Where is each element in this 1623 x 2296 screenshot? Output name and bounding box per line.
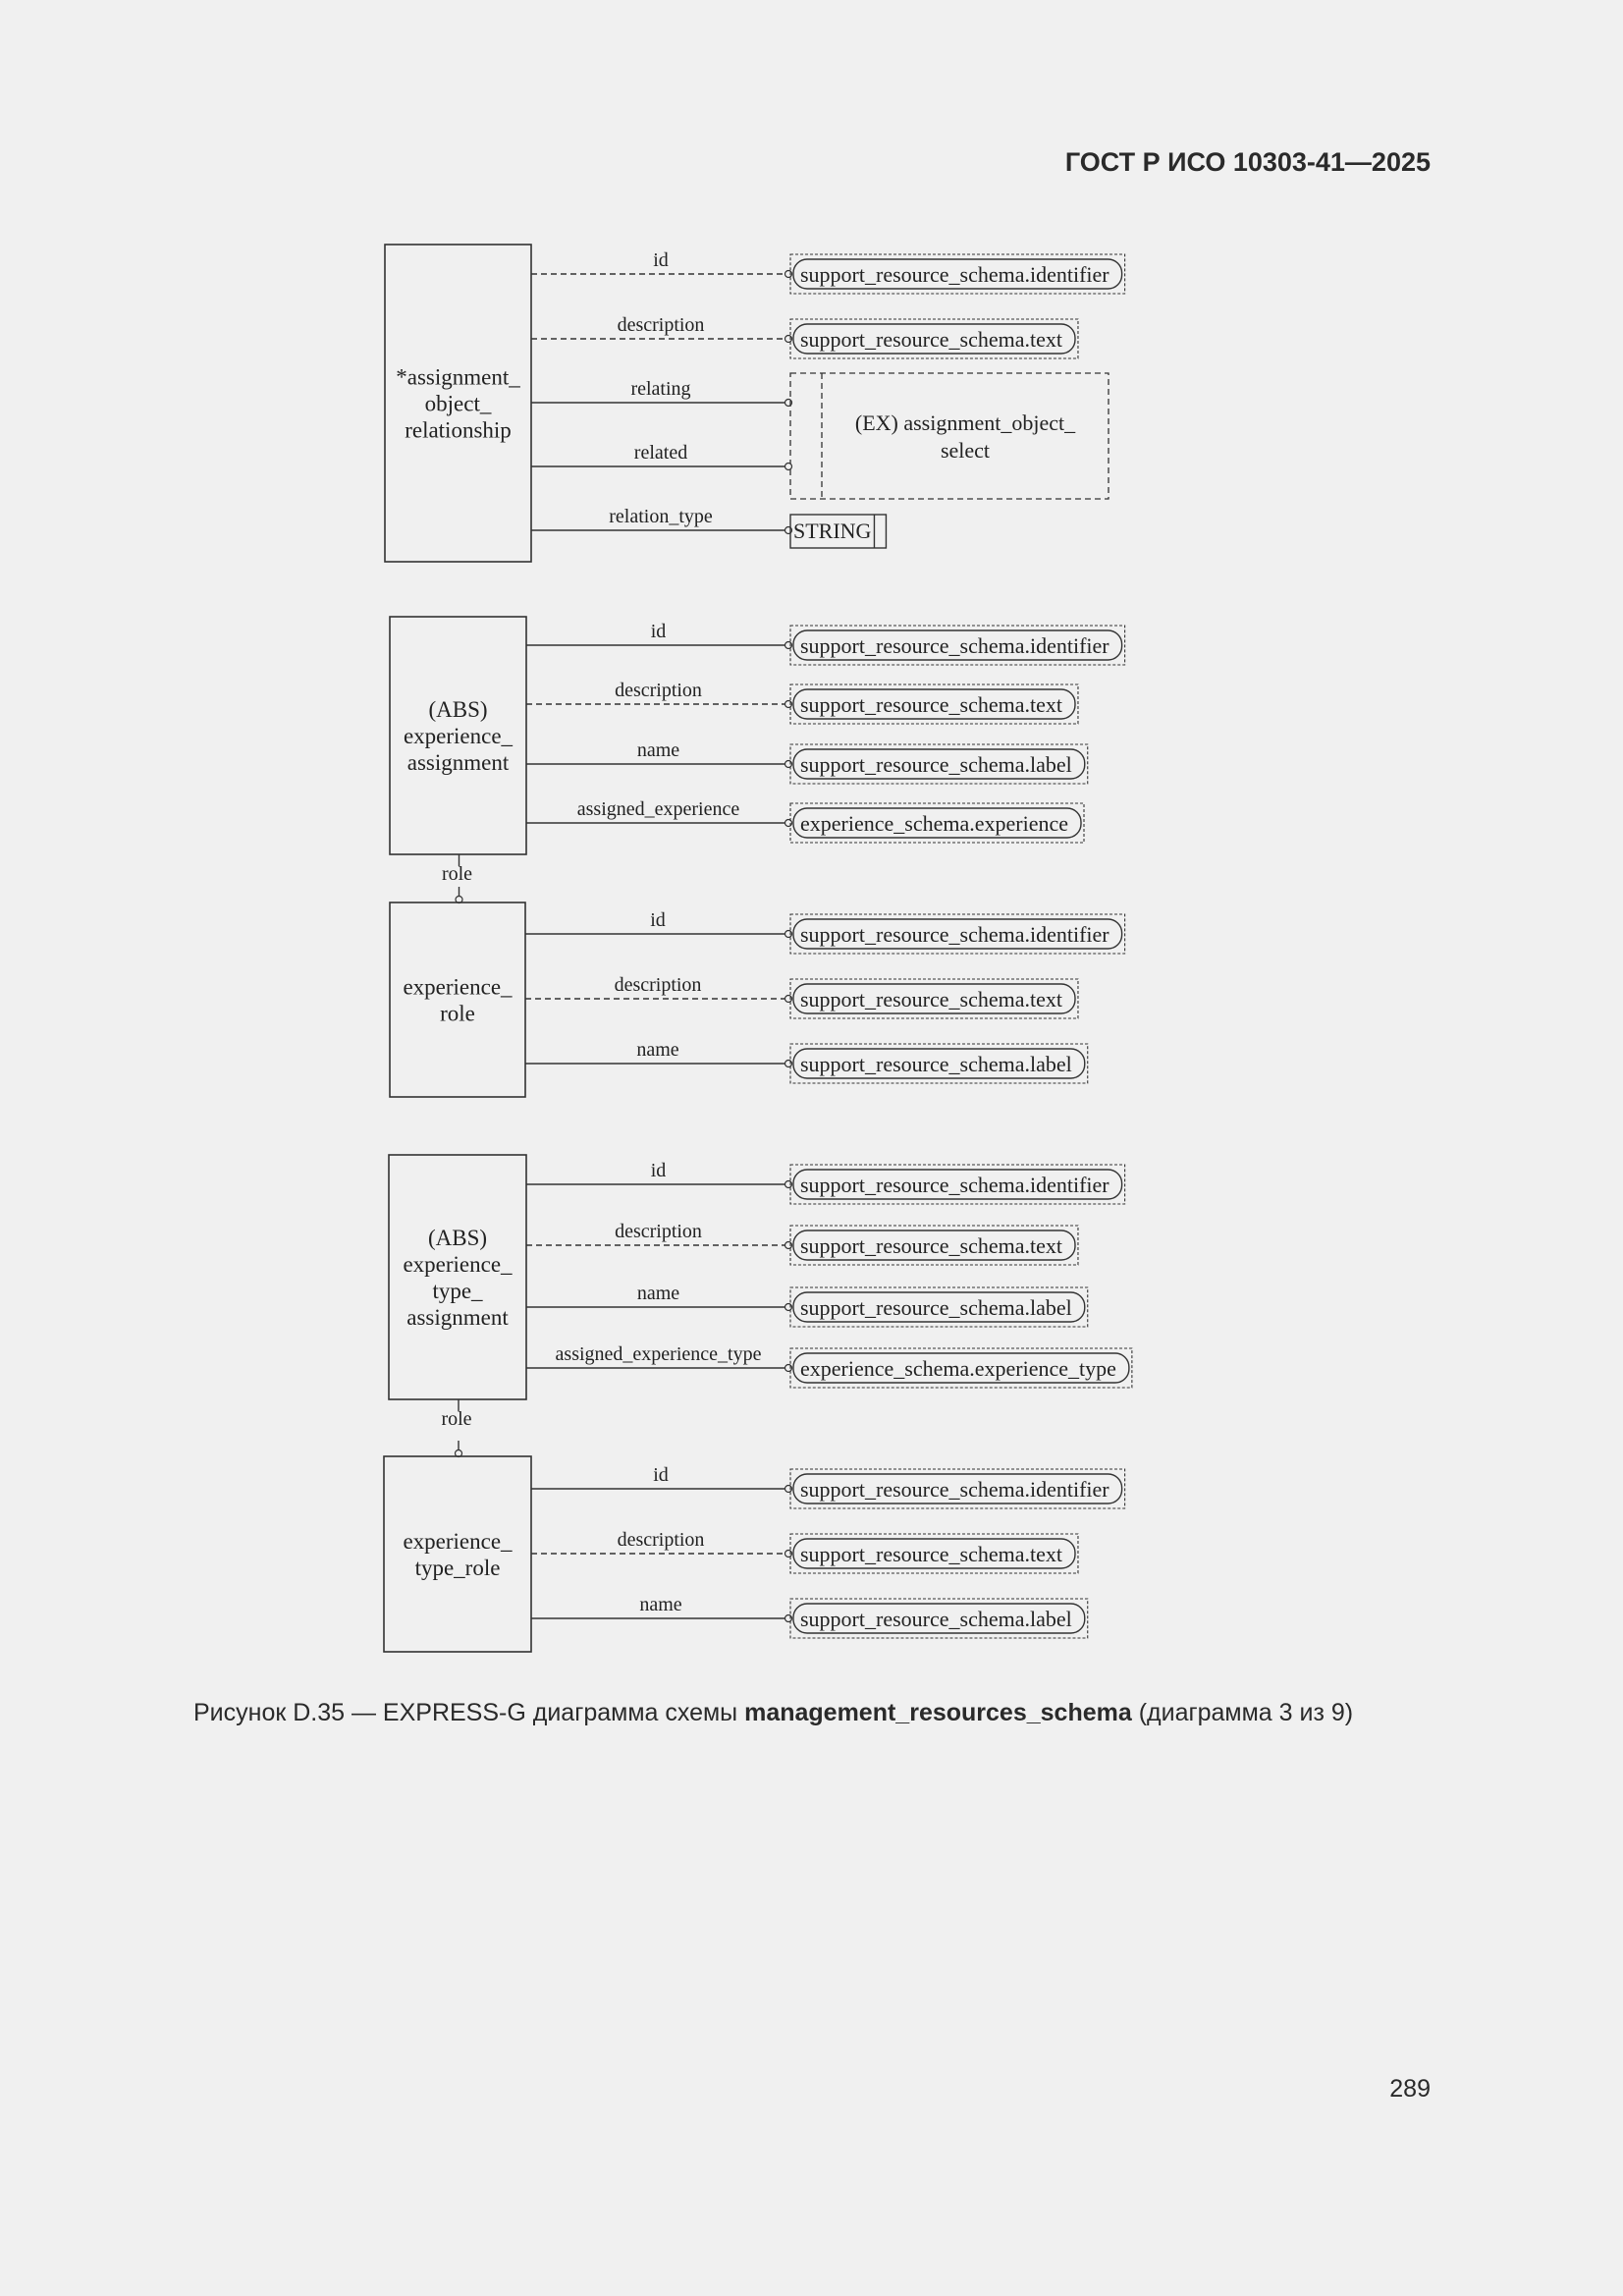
type-reference-name: support_resource_schema.text [800,987,1062,1011]
entity-group [390,902,1125,1097]
type-reference-name: support_resource_schema.text [800,1542,1062,1566]
entity-name-line: experience_ [403,1252,513,1277]
type-reference-name: support_resource_schema.label [800,1607,1072,1631]
type-reference-name: support_resource_schema.label [800,1295,1072,1320]
attribute-label: id [650,1160,667,1181]
entity-name-line: type_ [432,1279,483,1303]
type-reference-name: support_resource_schema.identifier [800,262,1109,287]
entity-name-line: role [440,1001,475,1026]
attribute-label: assigned_experience_type [555,1343,762,1365]
entity-name-line: (ABS) [428,697,488,722]
attribute-label: relating [630,378,691,400]
figure-caption [193,1699,1353,1727]
page-number: 289 [1389,2075,1431,2103]
entity-name-line: relationship [405,417,512,443]
select-type-name: select [940,438,991,463]
caption-prefix: Рисунок D.35 — EXPRESS-G диаграмма схемы [193,1699,745,1726]
entity-box [389,1155,526,1399]
attribute-label: name [636,1283,680,1304]
attribute-label: description [617,1529,705,1551]
entity-name-line: assignment [406,1305,509,1330]
entity-name-line: experience_ [403,724,514,748]
attribute-label: name [636,739,680,761]
entity-name-line: (ABS) [427,1226,488,1250]
attribute-label: related [633,442,688,464]
entity-name-line: experience_ [403,1529,513,1554]
role-label: role [441,1408,472,1430]
entity-group [385,245,1125,562]
attribute-label: id [653,1464,669,1486]
type-reference-name: support_resource_schema.identifier [800,633,1109,658]
caption-schema-name: management_resources_schema [744,1699,1132,1726]
attribute-label: description [617,314,705,336]
simple-type-name: STRING [793,519,872,543]
attribute-label: name [636,1039,679,1061]
select-type-name: (EX) assignment_object_ [854,410,1076,435]
relationship-end-circle [785,464,792,470]
type-reference-name: support_resource_schema.text [800,327,1062,352]
attribute-label: name [639,1594,682,1615]
attribute-label: id [653,249,669,271]
type-reference-name: experience_schema.experience [800,811,1068,836]
attribute-label: id [650,621,667,642]
page-header: ГОСТ Р ИСО 10303-41—2025 [1064,147,1431,177]
entity-name-line: assignment [406,750,510,775]
type-reference-name: support_resource_schema.label [800,1052,1072,1076]
caption-suffix: (диаграмма 3 из 9) [1131,1699,1354,1726]
attribute-label: description [615,680,702,701]
entity-name-line: experience_ [403,974,513,1000]
type-reference-name: support_resource_schema.label [800,752,1072,777]
attribute-label: relation_type [609,506,713,527]
entity-name-line: object_ [424,391,492,416]
type-reference-name: support_resource_schema.identifier [800,922,1109,947]
attribute-label: description [614,974,702,996]
attribute-label: assigned_experience [576,798,740,820]
type-reference-name: support_resource_schema.identifier [800,1173,1109,1197]
entity-group [389,1155,1132,1457]
attribute-label: description [615,1221,702,1242]
type-reference-name: support_resource_schema.identifier [800,1477,1109,1502]
entity-name-line: *assignment_ [396,364,520,390]
type-reference-name: experience_schema.experience_type [800,1356,1116,1381]
entity-group [384,1456,1125,1652]
type-reference-name: support_resource_schema.text [800,692,1062,717]
entity-box [390,902,525,1097]
entity-name-line: type_role [414,1556,501,1580]
select-type-box [790,373,1109,499]
type-reference-name: support_resource_schema.text [800,1233,1062,1258]
entity-group [390,617,1125,903]
role-label: role [441,863,473,885]
attribute-label: id [650,909,666,931]
entity-box [384,1456,531,1652]
